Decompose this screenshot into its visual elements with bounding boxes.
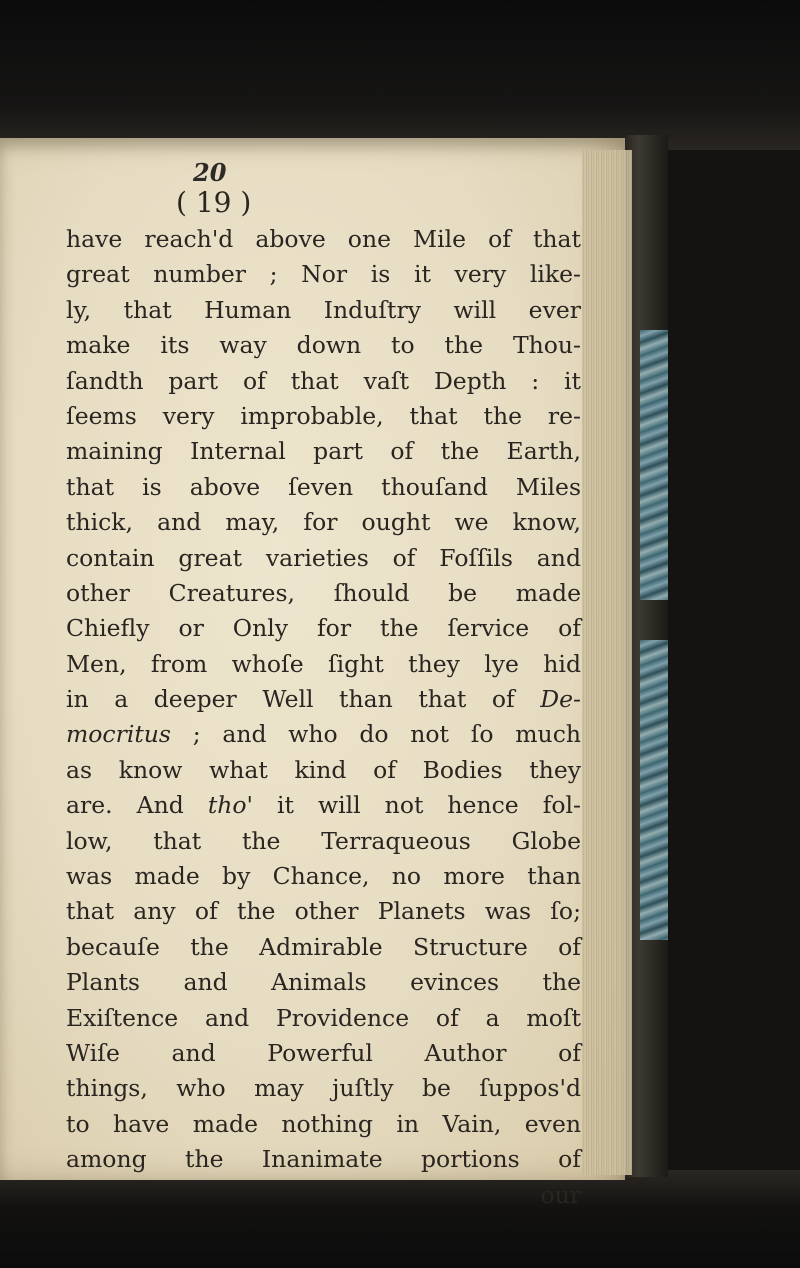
handwritten-page-number: 20 xyxy=(193,158,227,187)
marbled-endpaper xyxy=(640,330,668,600)
text-line: to have made nothing in Vain, even xyxy=(66,1109,581,1138)
text-line: Chiefly or Only for the ſervice of xyxy=(66,614,581,643)
text-line: contain great varieties of Foſſils and xyxy=(66,543,581,572)
text-line: low, that the Terraqueous Globe xyxy=(66,826,581,855)
page-text xyxy=(66,222,581,1213)
page-edges xyxy=(582,150,632,1175)
catchword: our xyxy=(540,1180,581,1209)
text-line: was made by Chance, no more than xyxy=(66,862,581,891)
background-top xyxy=(0,0,800,150)
text-line: are. And tho' it will not hence fol- xyxy=(66,791,581,820)
text-line: great number ; Nor is it very like- xyxy=(66,260,581,289)
text-line: that any of the other Planets was ſo; xyxy=(66,897,581,926)
text-line: Men, from whoſe ſight they lye hid xyxy=(66,649,581,678)
text-line: in a deeper Well than that of De- xyxy=(66,685,581,714)
marbled-endpaper xyxy=(640,640,668,940)
text-line: things, who may juſtly be ſuppos'd xyxy=(66,1074,581,1103)
text-line: Plants and Animals evinces the xyxy=(66,968,581,997)
text-line: have reach'd above one Mile of that xyxy=(66,225,581,253)
page-number: ( 19 ) xyxy=(176,186,252,219)
text-line: maining Internal part of the Earth, xyxy=(66,437,581,466)
text-line: ly, that Human Induſtry will ever xyxy=(66,295,581,324)
text-line: mocritus ; and who do not ſo much xyxy=(66,720,581,749)
text-line: thick, and may, for ought we know, xyxy=(66,508,581,537)
text-line: that is above ſeven thouſand Miles xyxy=(66,472,581,501)
text-line: ſandth part of that vaſt Depth : it xyxy=(66,366,581,395)
text-line: as know what kind of Bodies they xyxy=(66,755,581,784)
text-line: Exiſtence and Providence of a moſt xyxy=(66,1003,581,1032)
text-line: becauſe the Admirable Structure of xyxy=(66,932,581,961)
text-line: other Creatures, ſhould be made xyxy=(66,578,581,607)
text-line: Wiſe and Powerful Author of xyxy=(66,1038,581,1067)
text-line: among the Inanimate portions of xyxy=(66,1145,581,1174)
text-line: ſeems very improbable, that the re- xyxy=(66,401,581,430)
text-line: make its way down to the Thou- xyxy=(66,331,581,360)
